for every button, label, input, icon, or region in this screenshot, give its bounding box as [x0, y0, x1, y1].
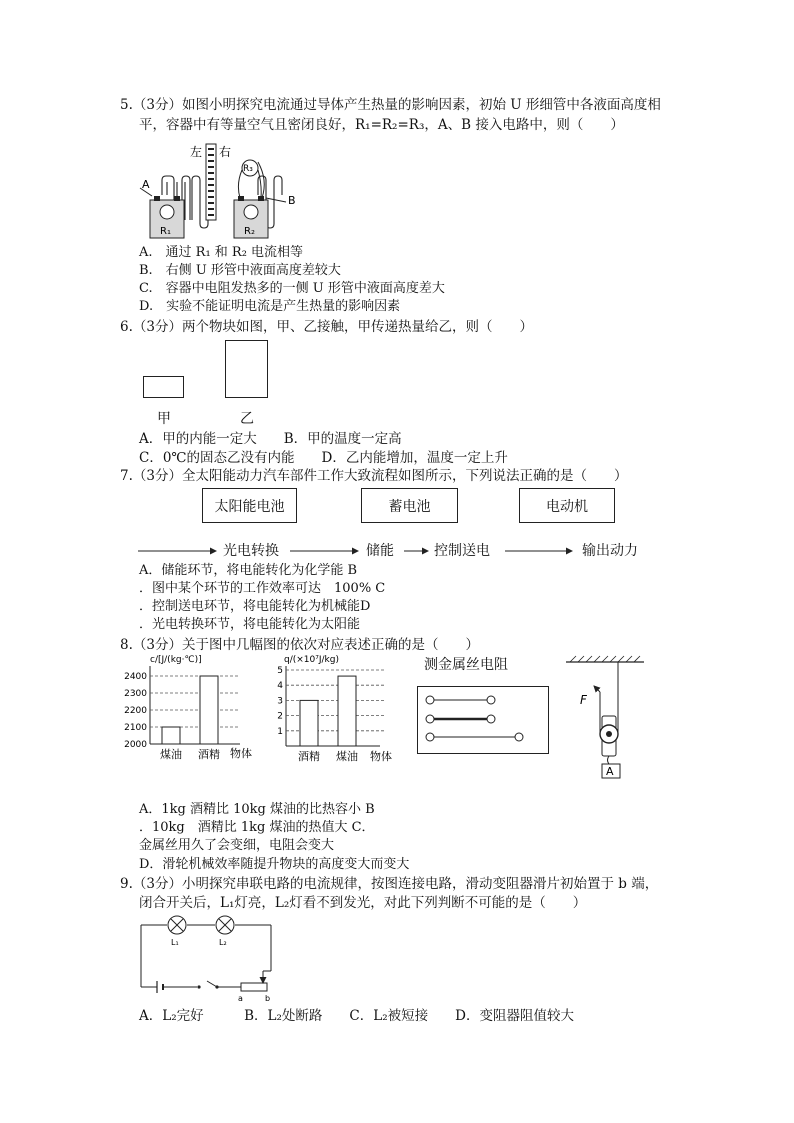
q5-stem-line2: 平，容器中有等量空气且密闭良好，R₁=R₂=R₃，A、B 接入电路中，则（ ）	[139, 117, 624, 133]
q8-stem: 8.（3分）关于图中几幅图的依次对应表述正确的是（ ）	[120, 637, 479, 653]
q9-label-a: a	[238, 994, 243, 1003]
q7-flow-arrows	[0, 540, 640, 560]
q6-stem: 6.（3分）两个物块如图，甲、乙接触，甲传递热量给乙，则（ ）	[120, 319, 533, 335]
q5-option-c: C. 容器中电阻发热多的一侧 U 形管中液面高度差大	[139, 281, 445, 296]
q8-load-label: A	[606, 765, 614, 778]
q8-wire-samples	[417, 686, 547, 752]
q5-option-d: D. 实验不能证明电流是产生热量的影响因素	[139, 299, 401, 314]
q8-chart2-category-1: 煤油	[336, 750, 358, 763]
q7-box-motor: 电动机	[519, 488, 615, 523]
q5-option-a: A. 通过 R₁ 和 R₂ 电流相等	[139, 245, 304, 260]
q8-option-line4: D．滑轮机械效率随提升物块的高度变大而变大	[139, 857, 410, 872]
q6-block-yi	[225, 340, 268, 398]
q8-chart1-ytick: 2400	[124, 672, 147, 682]
q8-chart-specific-heat	[120, 652, 252, 762]
q9-lamp-l2	[216, 916, 234, 934]
q6-options-row2: C．0℃的固态乙没有内能 D．乙内能增加，温度一定上升	[139, 450, 508, 466]
q7-option-line2: ．图中某个环节的工作效率可达 100% C	[139, 581, 386, 596]
q7-flow-step-4: 输出动力	[582, 543, 638, 559]
q9-options: A．L₂完好 B．L₂处断路 C．L₂被短接 D．变阻器阻值较大	[139, 1008, 574, 1024]
q8-chart2-bar-1	[338, 676, 356, 746]
q7-option-line1: A．储能环节，将电能转化为化学能 B	[139, 563, 358, 578]
q5-stem-line1: 5.（3分）如图小明探究电流通过导体产生热量的影响因素，初始 U 形细管中各液面高度相	[120, 97, 661, 113]
q8-chart2-ytick: 2	[277, 711, 283, 722]
q7-option-line4: ．光电转换环节，将电能转化为太阳能	[139, 617, 361, 632]
q9-stem-line2: 闭合开关后，L₁灯亮，L₂灯看不到发光，对此下列判断不可能的是（ ）	[139, 895, 587, 911]
q9-stem-line1: 9.（3分）小明探究串联电路的电流规律，按图连接电路，滑动变阻器滑片初始置于 b 端，	[120, 876, 659, 892]
q9-label-b: b	[265, 994, 271, 1003]
q6-label-jia: 甲	[157, 411, 171, 427]
q7-option-line3: ．控制送电环节，将电能转化为机械能D	[139, 599, 371, 614]
q8-chart-heat-value	[270, 652, 400, 762]
q9-lamp-l1	[168, 916, 186, 934]
q7-flow-step-1: 光电转换	[223, 543, 279, 559]
q6-label-yi: 乙	[240, 411, 254, 427]
q5-label-b: B	[288, 194, 296, 207]
q6-block-jia	[143, 376, 184, 398]
q7-stem: 7.（3分）全太阳能动力汽车部件工作大致流程如图所示，下列说法正确的是（ ）	[120, 468, 628, 484]
q8-chart1-ytick: 2200	[124, 706, 147, 716]
q7-box-solar-cell: 太阳能电池	[202, 488, 297, 523]
q9-circuit-diagram	[137, 915, 287, 1005]
q7-flow-step-2: 储能	[366, 543, 394, 559]
q8-force-label: F	[580, 693, 587, 707]
q9-label-l1: L₁	[171, 938, 179, 947]
q5-label-a: A	[142, 178, 150, 191]
q8-chart1-category-0: 煤油	[160, 748, 182, 761]
q5-label-r1: R₁	[160, 226, 171, 237]
q8-option-line1: A．1kg 酒精比 10kg 煤油的比热容小 B	[139, 802, 375, 817]
q7-box-battery: 蓄电池	[361, 488, 458, 523]
q8-chart2-ytick: 4	[277, 681, 283, 692]
q8-chart1-xlabel: 物体	[230, 747, 252, 760]
q8-chart1-ytick: 2300	[124, 689, 147, 699]
q8-chart2-ytick: 1	[277, 726, 283, 737]
q8-chart2-category-0: 酒精	[298, 750, 320, 763]
q8-chart2-bar-0	[300, 700, 318, 746]
q8-chart1-bar-0	[162, 727, 180, 744]
q5-label-r2: R₂	[244, 226, 255, 237]
q8-chart1-ylabel: c/[J/(kg·℃)]	[150, 655, 202, 665]
q8-option-line3: 金属丝用久了会变细，电阻会变大	[139, 838, 335, 853]
q5-apparatus-figure	[140, 140, 300, 240]
q7-flow-step-3: 控制送电	[434, 543, 490, 559]
q8-chart1-ytick: 2000	[124, 740, 147, 750]
q8-chart2-ylabel: q/(×10⁷J/kg)	[284, 655, 339, 665]
q5-label-left: 左	[190, 145, 203, 159]
q9-label-l2: L₂	[219, 938, 227, 947]
q8-pulley-figure	[566, 652, 666, 782]
q5-label-r3: R₃	[243, 164, 253, 174]
q8-chart2-ytick: 5	[277, 666, 283, 676]
q8-chart1-bar-1	[200, 676, 218, 744]
q9-rheostat	[241, 983, 267, 991]
q5-option-b: B. 右侧 U 形管中液面高度差较大	[139, 263, 341, 278]
q6-options-row1: A．甲的内能一定大 B．甲的温度一定高	[139, 431, 402, 447]
q8-chart1-category-1: 酒精	[198, 748, 220, 761]
q8-wire-title: 测金属丝电阻	[424, 657, 508, 673]
q5-label-right: 右	[219, 145, 232, 159]
q8-option-line2: ．10kg 酒精比 1kg 煤油的热值大 C．	[139, 820, 375, 835]
q8-chart1-ytick: 2100	[124, 723, 147, 733]
q8-chart2-ytick: 3	[277, 696, 283, 707]
q8-chart2-xlabel: 物体	[370, 750, 392, 763]
